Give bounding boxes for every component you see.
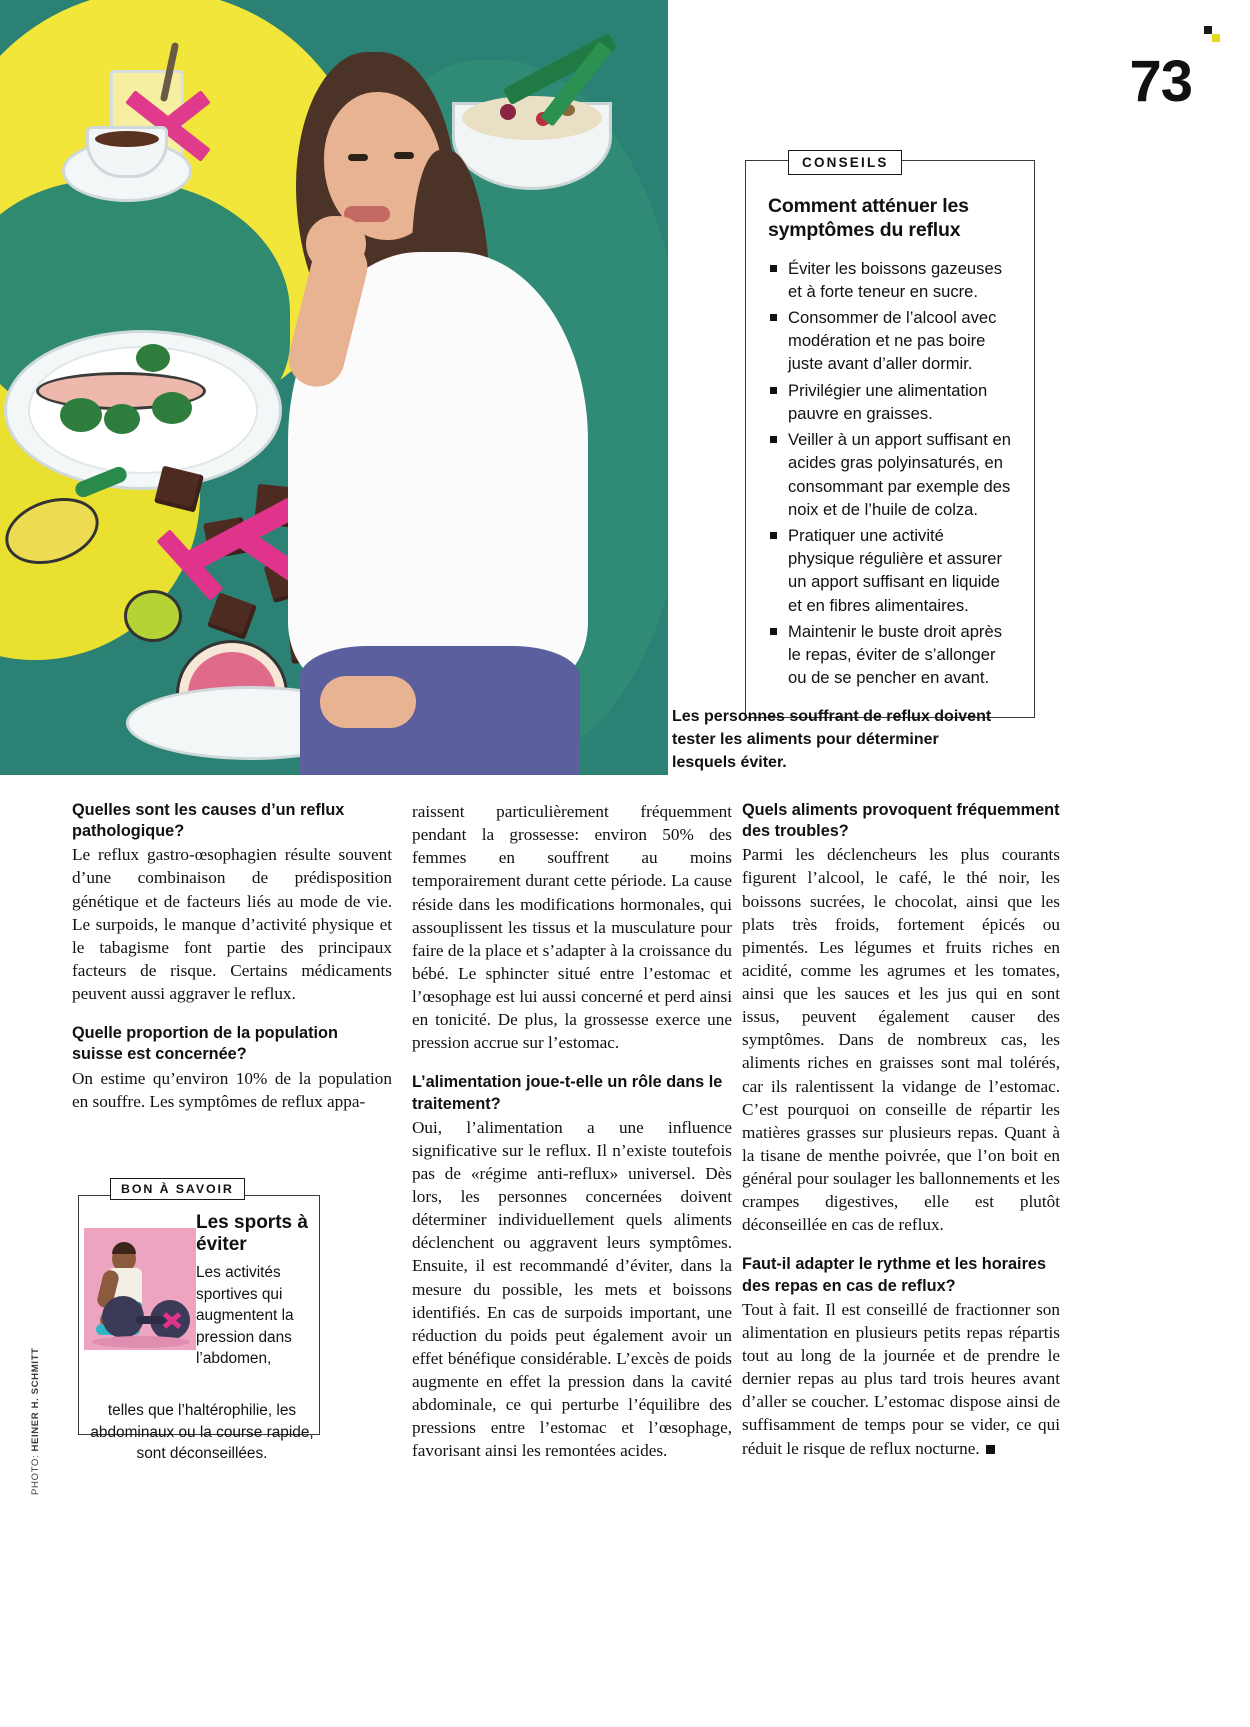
column-2: [412, 800, 732, 1481]
col1-heading-1: Quelles sont les causes d’un reflux pathologique?: [72, 801, 345, 841]
col3-paragraph-2-text: Tout à fait. Il est conseillé de fractionner son alimentation en plusieurs petits repas répartis tout au long de la journée et de prendre le dernier repas au plus tard trois heures avant d’aller se coucher. L’estomac dispose ainsi de suffisamment de temps pour se vider, ce qui réduit le risque de reflux nocturne.: [742, 1299, 1060, 1458]
col3-paragraph-2: [742, 1298, 1060, 1460]
end-of-article-mark: [986, 1445, 995, 1454]
col1-heading-2: Quelle proportion de la population suisse est concernée?: [72, 1024, 338, 1064]
col2-heading-1: L’alimentation joue-t-elle un rôle dans le traitement?: [412, 1073, 723, 1113]
conseils-box: [745, 160, 1035, 718]
page-number: 73: [1129, 49, 1192, 114]
bon-a-savoir-heading: Les sports à éviter: [196, 1212, 308, 1256]
crop-mark-square-yellow: [1212, 34, 1220, 42]
bon-barbell-x-icon: [162, 1310, 182, 1330]
bon-figure-shadow: [92, 1336, 190, 1348]
photo-credit-prefix: PHOTO:: [30, 1454, 41, 1495]
photo-credit-name: HEINER H. SCHMITT: [30, 1347, 41, 1452]
col1-paragraph-1: Le reflux gastro-œsophagien résulte souvent d’une combinaison de prédisposition génétique et de facteurs liés au mode de vie. Le surpoids, le manque d’activité physique et le tabagisme font partie des principaux facteurs de risque. Certains médicaments peuvent aussi aggraver le reflux.: [72, 845, 392, 1004]
col1-paragraph-2: On estime qu’environ 10% de la population en souffre. Les symptômes de reflux appa-: [72, 1068, 392, 1111]
illustration-cereal-content: [462, 96, 602, 140]
bon-a-savoir-text-a: Les activités sportives qui augmentent la pression dans l’abdomen,: [196, 1264, 294, 1368]
conseils-title: Comment atténuer les symptômes du reflux: [768, 195, 969, 241]
column-3: [742, 800, 1060, 1478]
bon-a-savoir-text-b: telles que l’haltérophilie, les abdominaux ou la course rapide, sont déconseillées.: [90, 1402, 314, 1463]
illustration-berry-1: [500, 104, 516, 120]
crop-mark-icon: [1204, 26, 1220, 42]
illustration-lime: [124, 590, 182, 642]
bon-figure-hair: [112, 1242, 136, 1254]
conseils-item: Éviter les boissons gazeuses et à forte teneur en sucre.: [768, 257, 1012, 303]
conseils-item: Veiller à un apport suffisant en acides gras polyinsaturés, en consommant par exemple des noix et de l’huile de colza.: [768, 428, 1012, 521]
illustration-broccoli-4: [136, 344, 170, 372]
illustration-broccoli-3: [152, 392, 192, 424]
col2-paragraph-2: Oui, l’alimentation a une influence significative sur le reflux. Il n’existe toutefois pas de «régime anti-reflux» universel. Dès lors, les personnes concernées doivent déterminer individuellement quels aliments déclenchent ou aggravent leurs symptômes. Ensuite, il est recommandé d’éviter, dans la mesure du possible, les mets et boissons identifiés. En cas de surpoids important, une réduction du poids peut également avoir un effet bénéfique considérable. L’excès de poids augmente en effet la pression dans la cavité abdominale, ce qui perturbe l’équilibre des pressions entre l’estomac et l’œsophage, favorisant ainsi les remontées acides.: [412, 1117, 732, 1461]
illustration-figure-hand-belly: [320, 676, 416, 728]
page-top-area: [0, 0, 1250, 775]
illustration-figure-hand: [306, 216, 366, 272]
conseils-item: Maintenir le buste droit après le repas, éviter de s’allonger ou de se pencher en avant.: [768, 620, 1012, 690]
col3-paragraph-1: Parmi les déclencheurs les plus courants figurent l’alcool, le café, le thé noir, les boissons sucrées, le chocolat, ainsi que les plats très froids, fortement épicés ou pimentés. Les légumes et fruits riches en acidité, comme les agrumes et les tomates, ainsi que les sauces et les jus qui en sont issus, peuvent également causer des symptômes. Dans de nombreux cas, les aliments riches en graisses sont mal tolérés, car ils ralentissent la vidange de l’estomac. C’est pourquoi on conseille de répartir les matières grasses sur plusieurs repas. Quant à la tisane de menthe poivrée, que l’on boit en général pour soulager les ballonnements et les crampes digestives, elle est plutôt déconseillée en cas de reflux.: [742, 845, 1060, 1235]
illustration-figure-eye-right: [394, 152, 414, 159]
col3-heading-1: Quels aliments provoquent fréquemment des troubles?: [742, 801, 1060, 841]
conseils-tag-label: CONSEILS: [788, 150, 902, 175]
conseils-item: Pratiquer une activité physique régulière et assurer un apport suffisant en liquide et en fibres alimentaires.: [768, 524, 1012, 617]
illustration-figure-eye-left: [348, 154, 368, 161]
col3-heading-2: Faut-il adapter le rythme et les horaires des repas en cas de reflux?: [742, 1255, 1047, 1295]
lead-illustration: [0, 0, 668, 775]
conseils-item: Privilégier une alimentation pauvre en graisses.: [768, 379, 1012, 425]
illustration-broccoli-2: [104, 404, 140, 434]
bon-a-savoir-tag-label: BON À SAVOIR: [110, 1178, 245, 1200]
column-1: [72, 800, 392, 1113]
crop-mark-square-dark: [1204, 26, 1212, 34]
illustration-broccoli-1: [60, 398, 102, 432]
bon-a-savoir-image: [84, 1228, 196, 1350]
conseils-list: [768, 257, 1012, 690]
illustration-chocolate-5: [207, 592, 257, 640]
illustration-coffee-liquid: [95, 131, 159, 147]
col2-paragraph-1: raissent particulièrement fréquemment pendant la grossesse: environ 50% des femmes en souffrent au moins temporairement durant cette période. La cause réside dans les modifications hormonales, qui assouplissent les tissus et la musculature pour faire de la place et s’adapter à la croissance du bébé. Le sphincter situé entre l’estomac et l’œsophage est lui aussi concerné et perd ainsi en tonicité. De plus, la grossesse exerce une pression accrue sur l’estomac.: [412, 802, 732, 1053]
photo-credit: [30, 1348, 41, 1496]
conseils-item: Consommer de l’alcool avec modération et ne pas boire juste avant d’aller dormir.: [768, 306, 1012, 376]
photo-caption: Les personnes souffrant de reflux doivent tester les aliments pour déterminer lesquels éviter.: [672, 708, 992, 772]
